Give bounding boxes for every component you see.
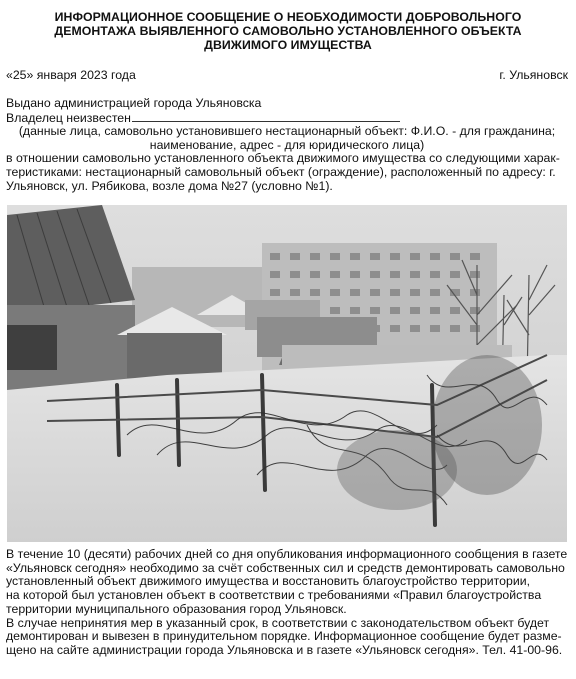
notice-line: щено на сайте администрации города Ульяновска и в газете «Ульяновск сегодня». Тел. 41-00-96. (6, 643, 563, 657)
object-desc-line: теристиками: нестационарный самовольный объект (ограждение), расположенный по адресу: г. (6, 165, 556, 179)
owner-underline (132, 111, 400, 122)
fence-photo-illustration (7, 205, 567, 542)
owner-note-line: наименование, адрес - для юридического лица) (149, 138, 425, 152)
title-line: ИНФОРМАЦИОННОЕ СООБЩЕНИЕ О НЕОБХОДИМОСТИ ДОБРОВОЛЬНОГО (54, 10, 522, 24)
title-line: ДЕМОНТАЖА ВЫЯВЛЕННОГО САМОВОЛЬНО УСТАНОВЛЕННОГО ОБЪЕКТА (54, 24, 522, 38)
owner-note-line: (данные лица, самовольно установившего нестационарный объект: Ф.И.О. - для гражданина; (18, 125, 556, 139)
notice-line: на которой был установлен объект в соответствии с требованиями «Правил благоустройства (6, 589, 542, 603)
notice-line: В течение 10 (десяти) рабочих дней со дня опубликования информационного сообщения в газете (6, 548, 568, 561)
object-desc-line: в отношении самовольно установленного объекта движимого имущества со следующими харак- (6, 152, 560, 166)
issued-by: Выдано администрацией города Ульяновска (6, 97, 262, 110)
owner-value: Владелец неизвестен (6, 110, 131, 125)
notice-text (6, 548, 568, 658)
fence-photo (7, 205, 567, 542)
issue-date: «25» января 2023 года (6, 68, 136, 82)
notice-line: территории муниципального образования город Ульяновск. (6, 602, 347, 616)
notice-line: демонтирован и вывезен в принудительном порядке. Информационное сообщение будет разме- (6, 630, 562, 644)
notice-title (8, 10, 568, 52)
dateline (6, 68, 568, 82)
title-line: ДВИЖИМОГО ИМУЩЕСТВА (204, 38, 372, 52)
notice-line: установленный объект движимого имущества и восстановить благоустройство территории, (6, 575, 530, 589)
owner-line (6, 111, 568, 126)
notice-line: «Ульяновск сегодня» необходимо за счёт собственных сил и средств демонтировать самовольно (6, 561, 565, 575)
issue-city: г. Ульяновск (499, 68, 568, 82)
object-desc-line: Ульяновск, ул. Рябикова, возле дома №27 (условно №1). (6, 179, 333, 193)
notice-line: В случае непринятия мер в указанный срок, в соответствии с законодательством объект будет (6, 616, 550, 630)
notice-details (6, 97, 568, 193)
